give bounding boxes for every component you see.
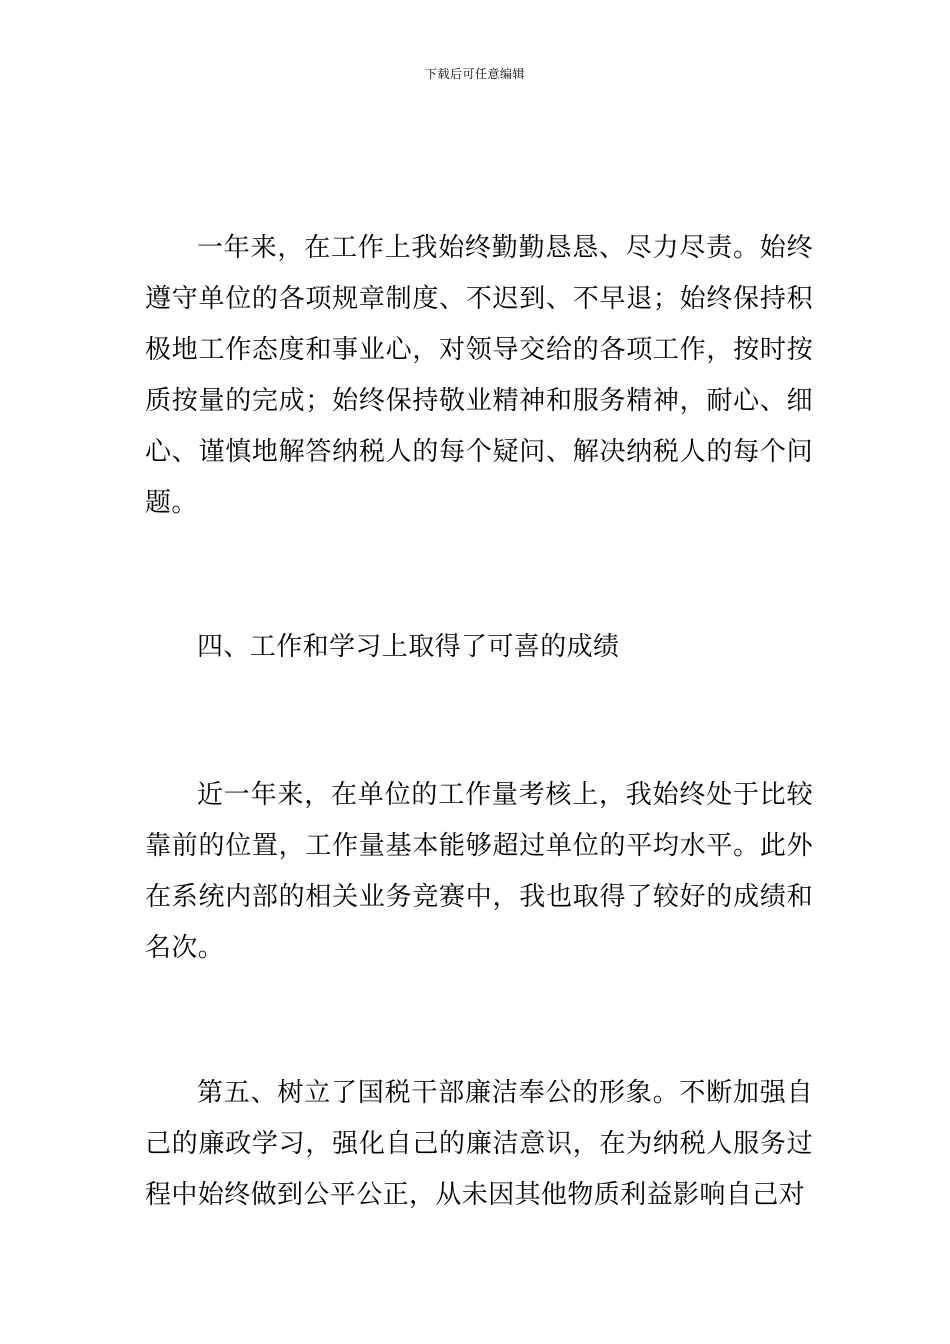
section-heading-achievements: 四、工作和学习上取得了可喜的成绩 bbox=[197, 632, 620, 662]
page-header-note: 下载后可任意编辑 bbox=[424, 67, 525, 81]
paragraph-workload-results: 近一年来，在单位的工作量考核上，我始终处于比较靠前的位置，工作量基本能够超过单位的平均水平。此外在系统内部的相关业务竞赛中，我也取得了较好的成绩和名次。 bbox=[145, 780, 813, 963]
paragraph-integrity: 第五、树立了国税干部廉洁奉公的形象。不断加强自己的廉政学习，强化自己的廉洁意识，在为纳税人服务过程中始终做到公平公正，从未因其他物质利益影响自己对 bbox=[145, 1078, 813, 1210]
paragraph-work-attitude: 一年来，在工作上我始终勤勤恳恳、尽力尽责。始终遵守单位的各项规章制度、不迟到、不早退；始终保持积极地工作态度和事业心，对领导交给的各项工作，按时按质按量的完成；始终保持敬业精神和服务精神，耐心、细心、谨慎地解答纳税人的每个疑问、解决纳税人的每个问题。 bbox=[145, 233, 813, 518]
